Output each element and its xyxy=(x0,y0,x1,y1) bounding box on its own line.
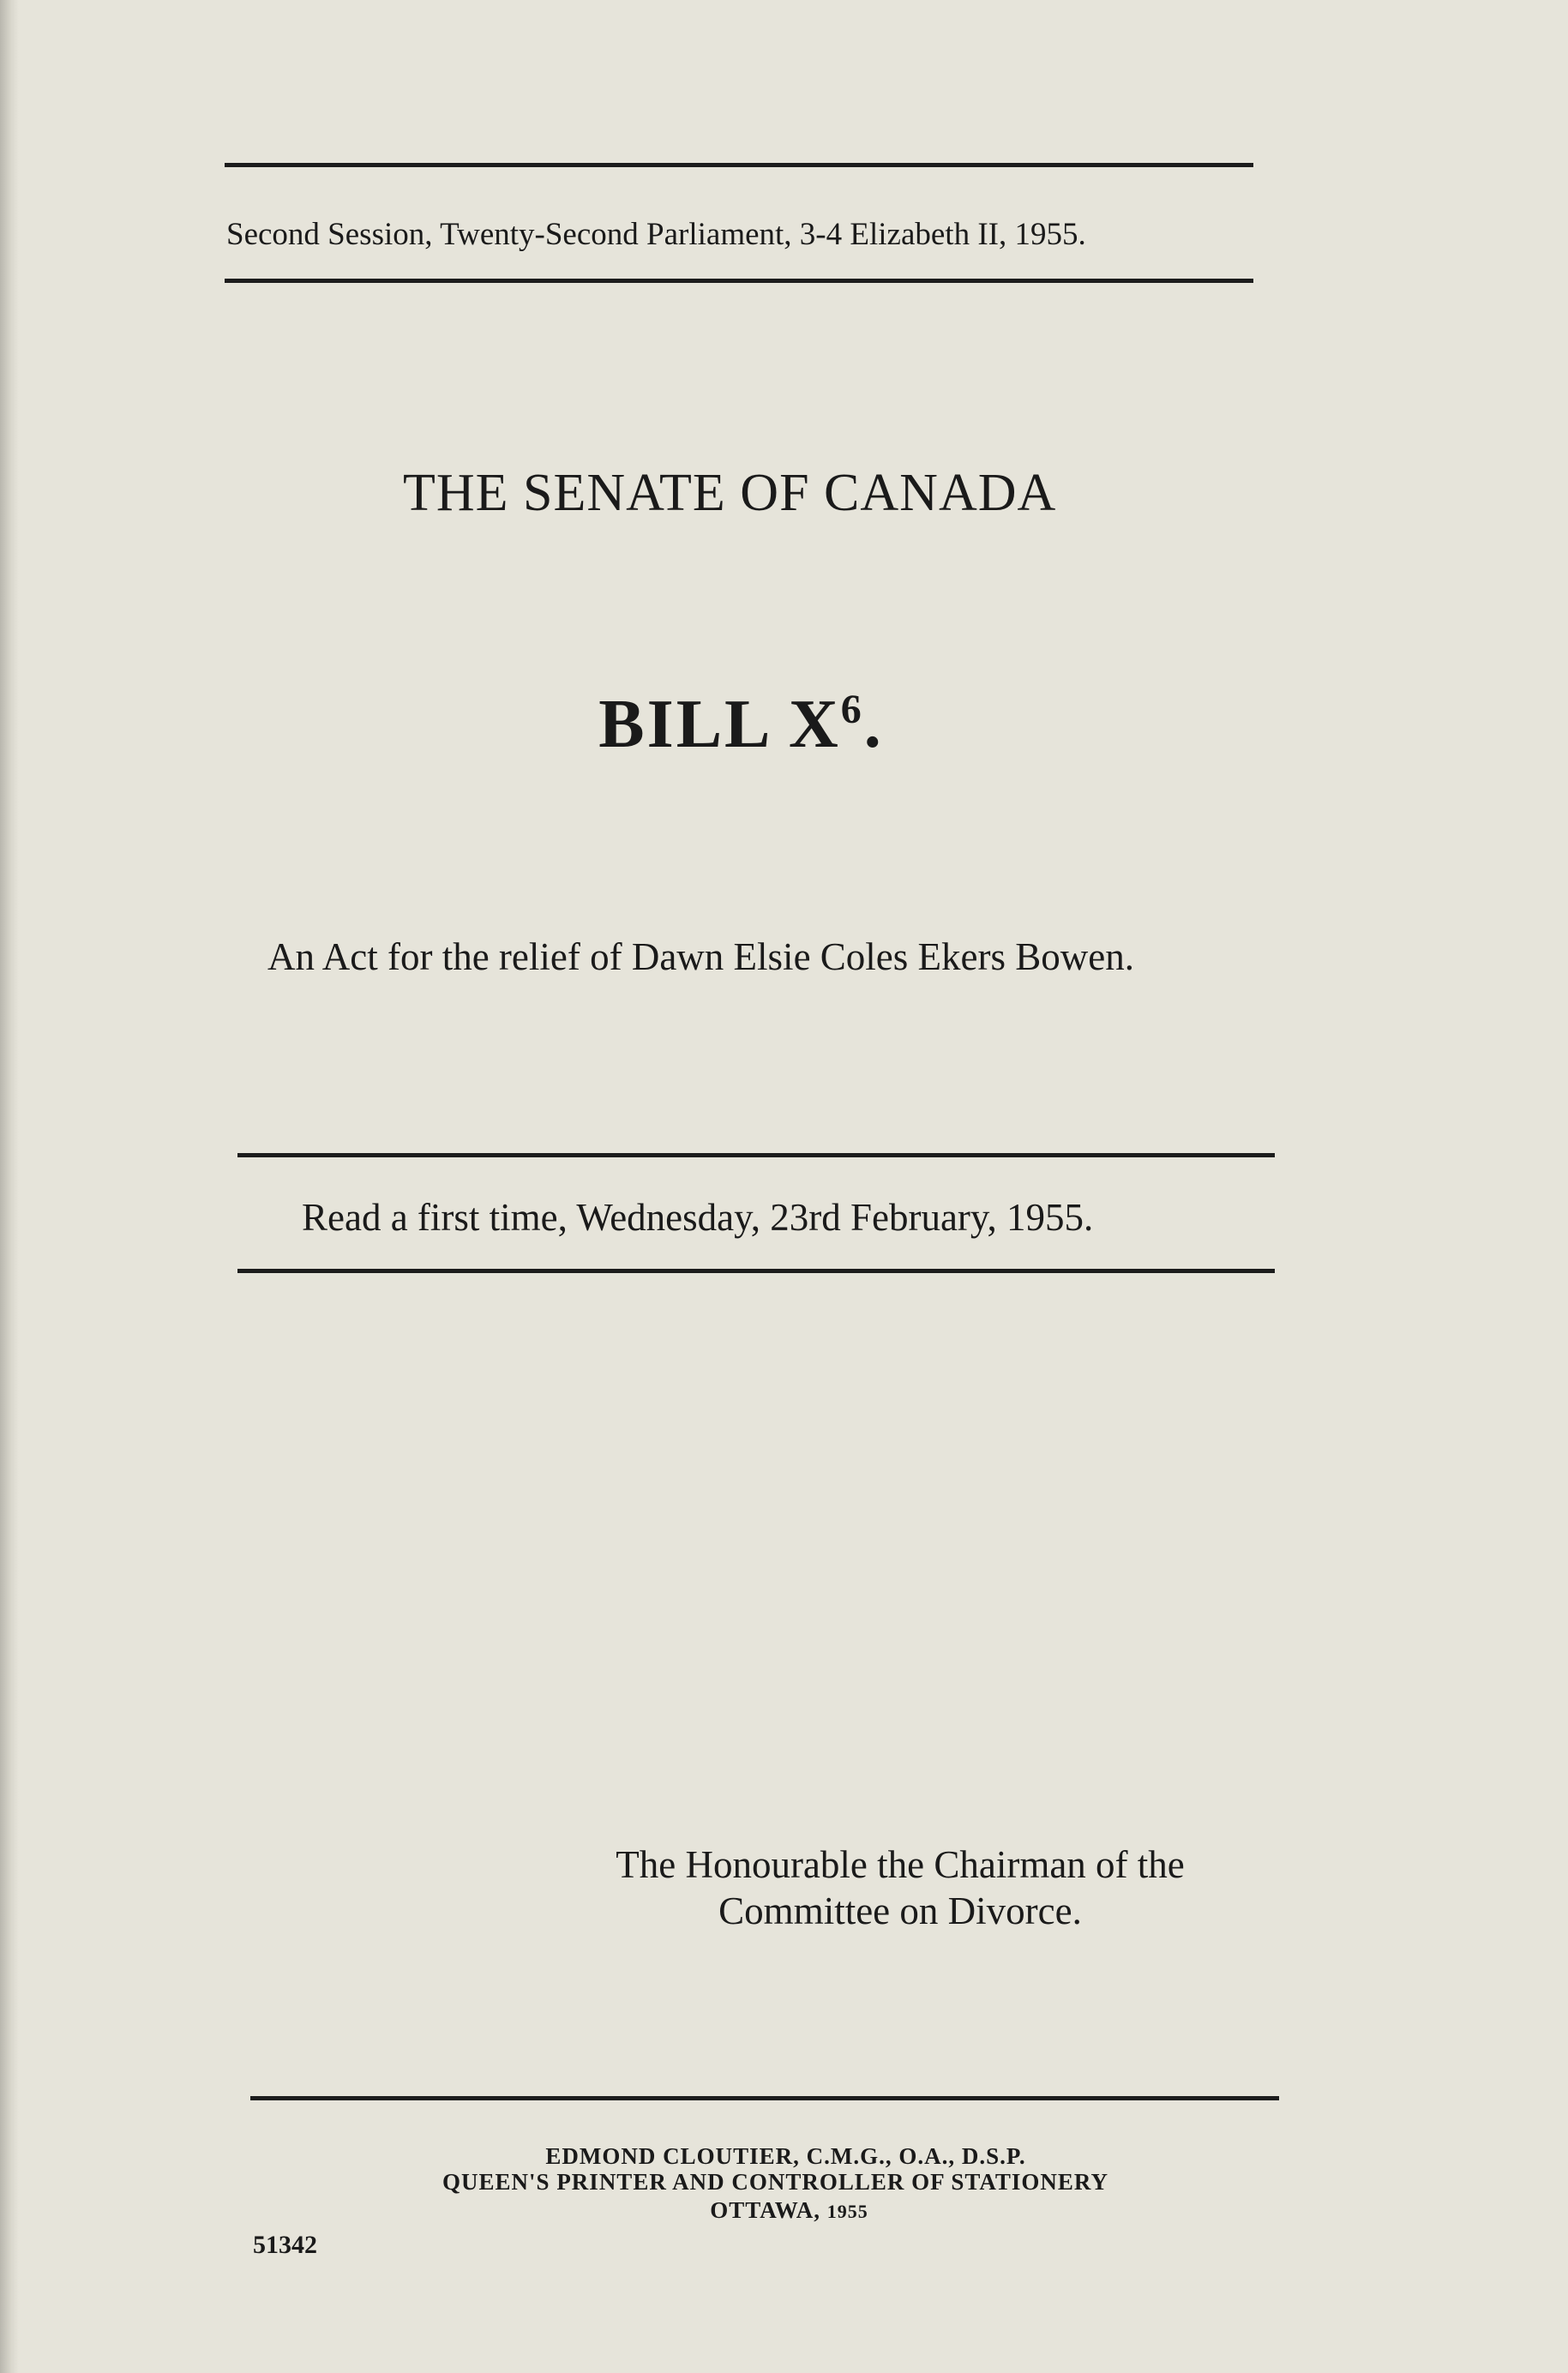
senate-title: THE SENATE OF CANADA xyxy=(403,464,1057,522)
page-edge xyxy=(0,0,19,2373)
header-bottom-rule xyxy=(225,279,1253,283)
printer-name: EDMOND CLOUTIER, C.M.G., O.A., D.S.P. xyxy=(545,2143,1026,2169)
printer-city: OTTAWA, xyxy=(710,2197,827,2223)
footer-rule xyxy=(250,2096,1279,2100)
sponsor-line-1: The Honourable the Chairman of the xyxy=(616,1843,1185,1886)
printer-location xyxy=(5,2197,1568,2224)
bill-title xyxy=(0,686,1482,764)
act-title: An Act for the relief of Dawn Elsie Coles Ekers Bowen. xyxy=(267,935,1134,978)
reading-bottom-rule xyxy=(237,1269,1275,1273)
session-line: Second Session, Twenty-Second Parliament, 3-4 Elizabeth II, 1955. xyxy=(226,217,1086,252)
first-reading-line: Read a first time, Wednesday, 23rd February, 1955. xyxy=(302,1196,1094,1239)
header-top-rule xyxy=(225,163,1253,167)
sponsor-line-2: Committee on Divorce. xyxy=(718,1889,1082,1932)
printer-year: 1955 xyxy=(826,2201,868,2222)
sponsor-block xyxy=(514,1841,1286,1934)
printer-title: QUEEN'S PRINTER AND CONTROLLER OF STATIONERY xyxy=(442,2169,1108,2195)
bill-period: . xyxy=(863,687,884,762)
reading-top-rule xyxy=(237,1153,1275,1157)
bill-label: BILL X xyxy=(598,687,841,762)
bill-superscript: 6 xyxy=(840,687,864,732)
print-number: 51342 xyxy=(253,2231,317,2259)
